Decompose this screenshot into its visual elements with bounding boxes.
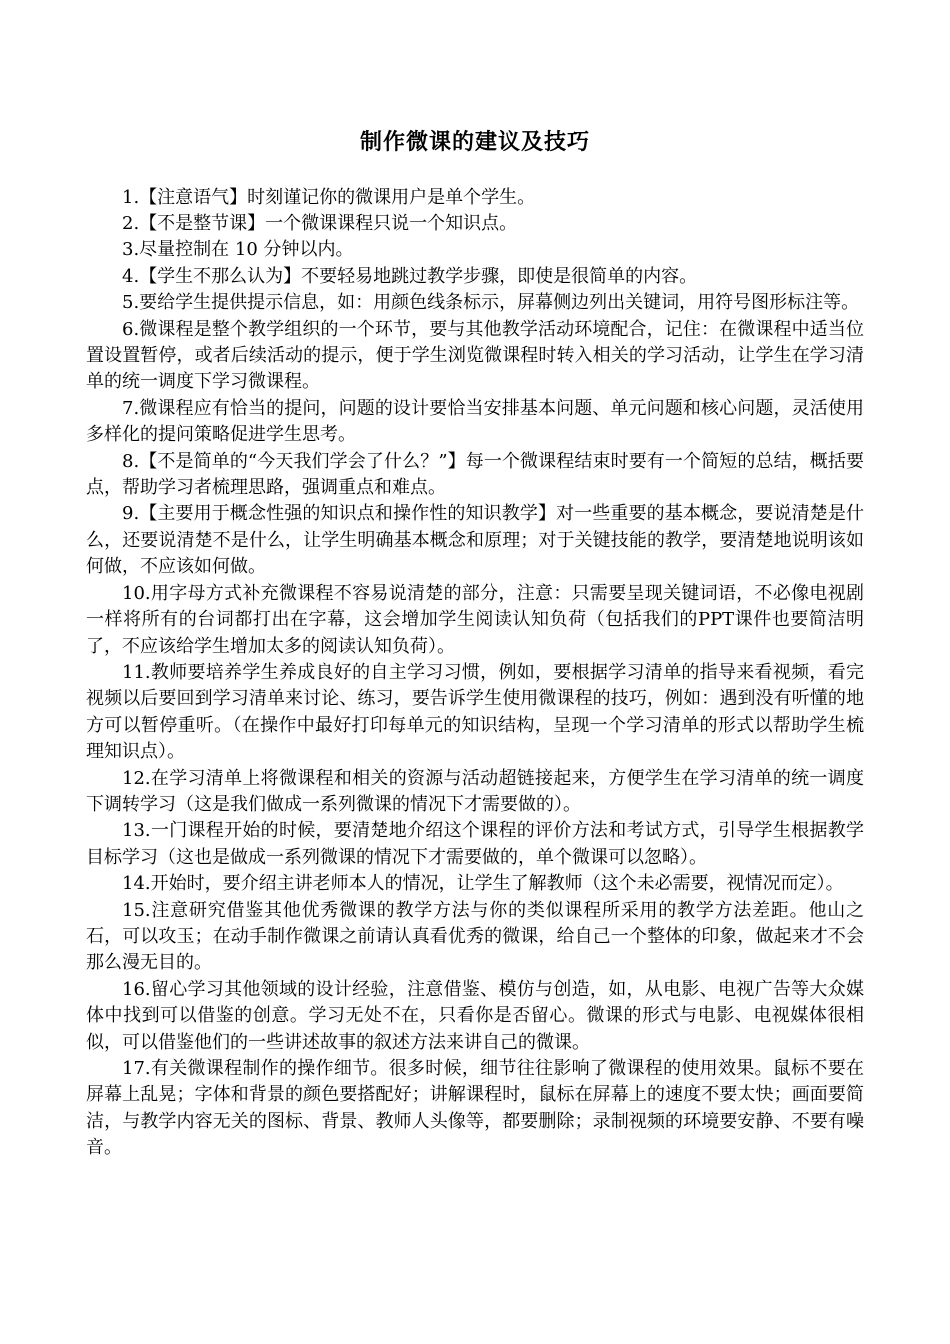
tip-item-4: 4.【学生不那么认为】不要轻易地跳过教学步骤，即使是很简单的内容。 [122, 265, 698, 287]
tip-item-7: 7.微课程应有恰当的提问，问题的设计要恰当安排基本问题、单元问题和核心问题，灵活使用多样化的提问策略促进学生思考。 [86, 397, 864, 446]
tip-item-5: 5.要给学生提供提示信息，如：用颜色线条标示，屏幕侧边列出关键词，用符号图形标注等。 [122, 292, 860, 314]
document-page [86, 128, 864, 1162]
tip-item-3: 3.尽量控制在 10 分钟以内。 [122, 239, 354, 261]
tips-list [86, 185, 864, 1162]
tip-item-6: 6.微课程是整个教学组织的一个环节，要与其他教学活动环境配合，记住：在微课程中适当位置设置暂停，或者后续活动的提示，便于学生浏览微课程时转入相关的学习活动，让学生在学习清单的统一调度下学习微课程。 [86, 318, 864, 393]
tip-item-16: 16.留心学习其他领域的设计经验，注意借鉴、模仿与创造，如，从电影、电视广告等大众媒体中找到可以借鉴的创意。学习无处不在，只看你是否留心。微课的形式与电影、电视媒体很相似，可以借鉴他们的一些讲述故事的叙述方法来讲自己的微课。 [86, 978, 864, 1053]
tip-item-12: 12.在学习清单上将微课程和相关的资源与活动超链接起来，方便学生在学习清单的统一调度下调转学习（这是我们做成一系列微课的情况下才需要做的）。 [86, 767, 864, 815]
tip-item-10: 10.用字母方式补充微课程不容易说清楚的部分，注意：只需要呈现关键词语，不必像电视剧一样将所有的台词都打出在字幕，这会增加学生阅读认知负荷（包括我们的PPT课件也要简洁明了，不应该给学生增加太多的阅读认知负荷）。 [86, 582, 864, 657]
document-title: 制作微课的建议及技巧 [359, 129, 590, 155]
tip-item-14: 14.开始时，要介绍主讲老师本人的情况，让学生了解教师（这个未必需要，视情况而定）。 [122, 873, 844, 895]
tip-item-13: 13.一门课程开始的时候，要清楚地介绍这个课程的评价方法和考试方式，引导学生根据教学目标学习（这也是做成一系列微课的情况下才需要做的，单个微课可以忽略）。 [86, 820, 864, 868]
tip-item-2: 2.【不是整节课】一个微课课程只说一个知识点。 [122, 213, 518, 234]
tip-item-11: 11.教师要培养学生养成良好的自主学习习惯，例如，要根据学习清单的指导来看视频，看完视频以后要回到学习清单来讨论、练习，要告诉学生使用微课程的技巧，例如：遇到没有听懂的地方可以暂停重听。（在操作中最好打印每单元的知识结构，呈现一个学习清单的形式以帮助学生梳理知识点）。 [86, 661, 864, 763]
tip-item-15: 15.注意研究借鉴其他优秀微课的教学方法与你的类似课程所采用的教学方法差距。他山之石，可以攻玉；在动手制作微课之前请认真看优秀的微课，给自己一个整体的印象，做起来才不会那么漫无目的。 [86, 899, 864, 974]
tip-item-9: 9.【主要用于概念性强的知识点和操作性的知识教学】对一些重要的基本概念，要说清楚是什么，还要说清楚不是什么，让学生明确基本概念和原理；对于关键技能的教学，要清楚地说明该如何做，不应该如何做。 [86, 503, 864, 578]
tip-item-17: 17.有关微课程制作的操作细节。很多时候，细节往往影响了微课程的使用效果。鼠标不要在屏幕上乱晃；字体和背景的颜色要搭配好；讲解课程时，鼠标在屏幕上的速度不要太快；画面要简洁，与教学内容无关的图标、背景、教师人头像等，都要删除；录制视频的环境要安静、不要有噪音。 [86, 1058, 864, 1159]
tip-item-1: 1.【注意语气】时刻谨记你的微课用户是单个学生。 [122, 186, 536, 208]
tip-item-8: 8.【不是简单的“今天我们学会了什么？”】每一个微课程结束时要有一个简短的总结，概括要点，帮助学习者梳理思路，强调重点和难点。 [86, 450, 864, 499]
